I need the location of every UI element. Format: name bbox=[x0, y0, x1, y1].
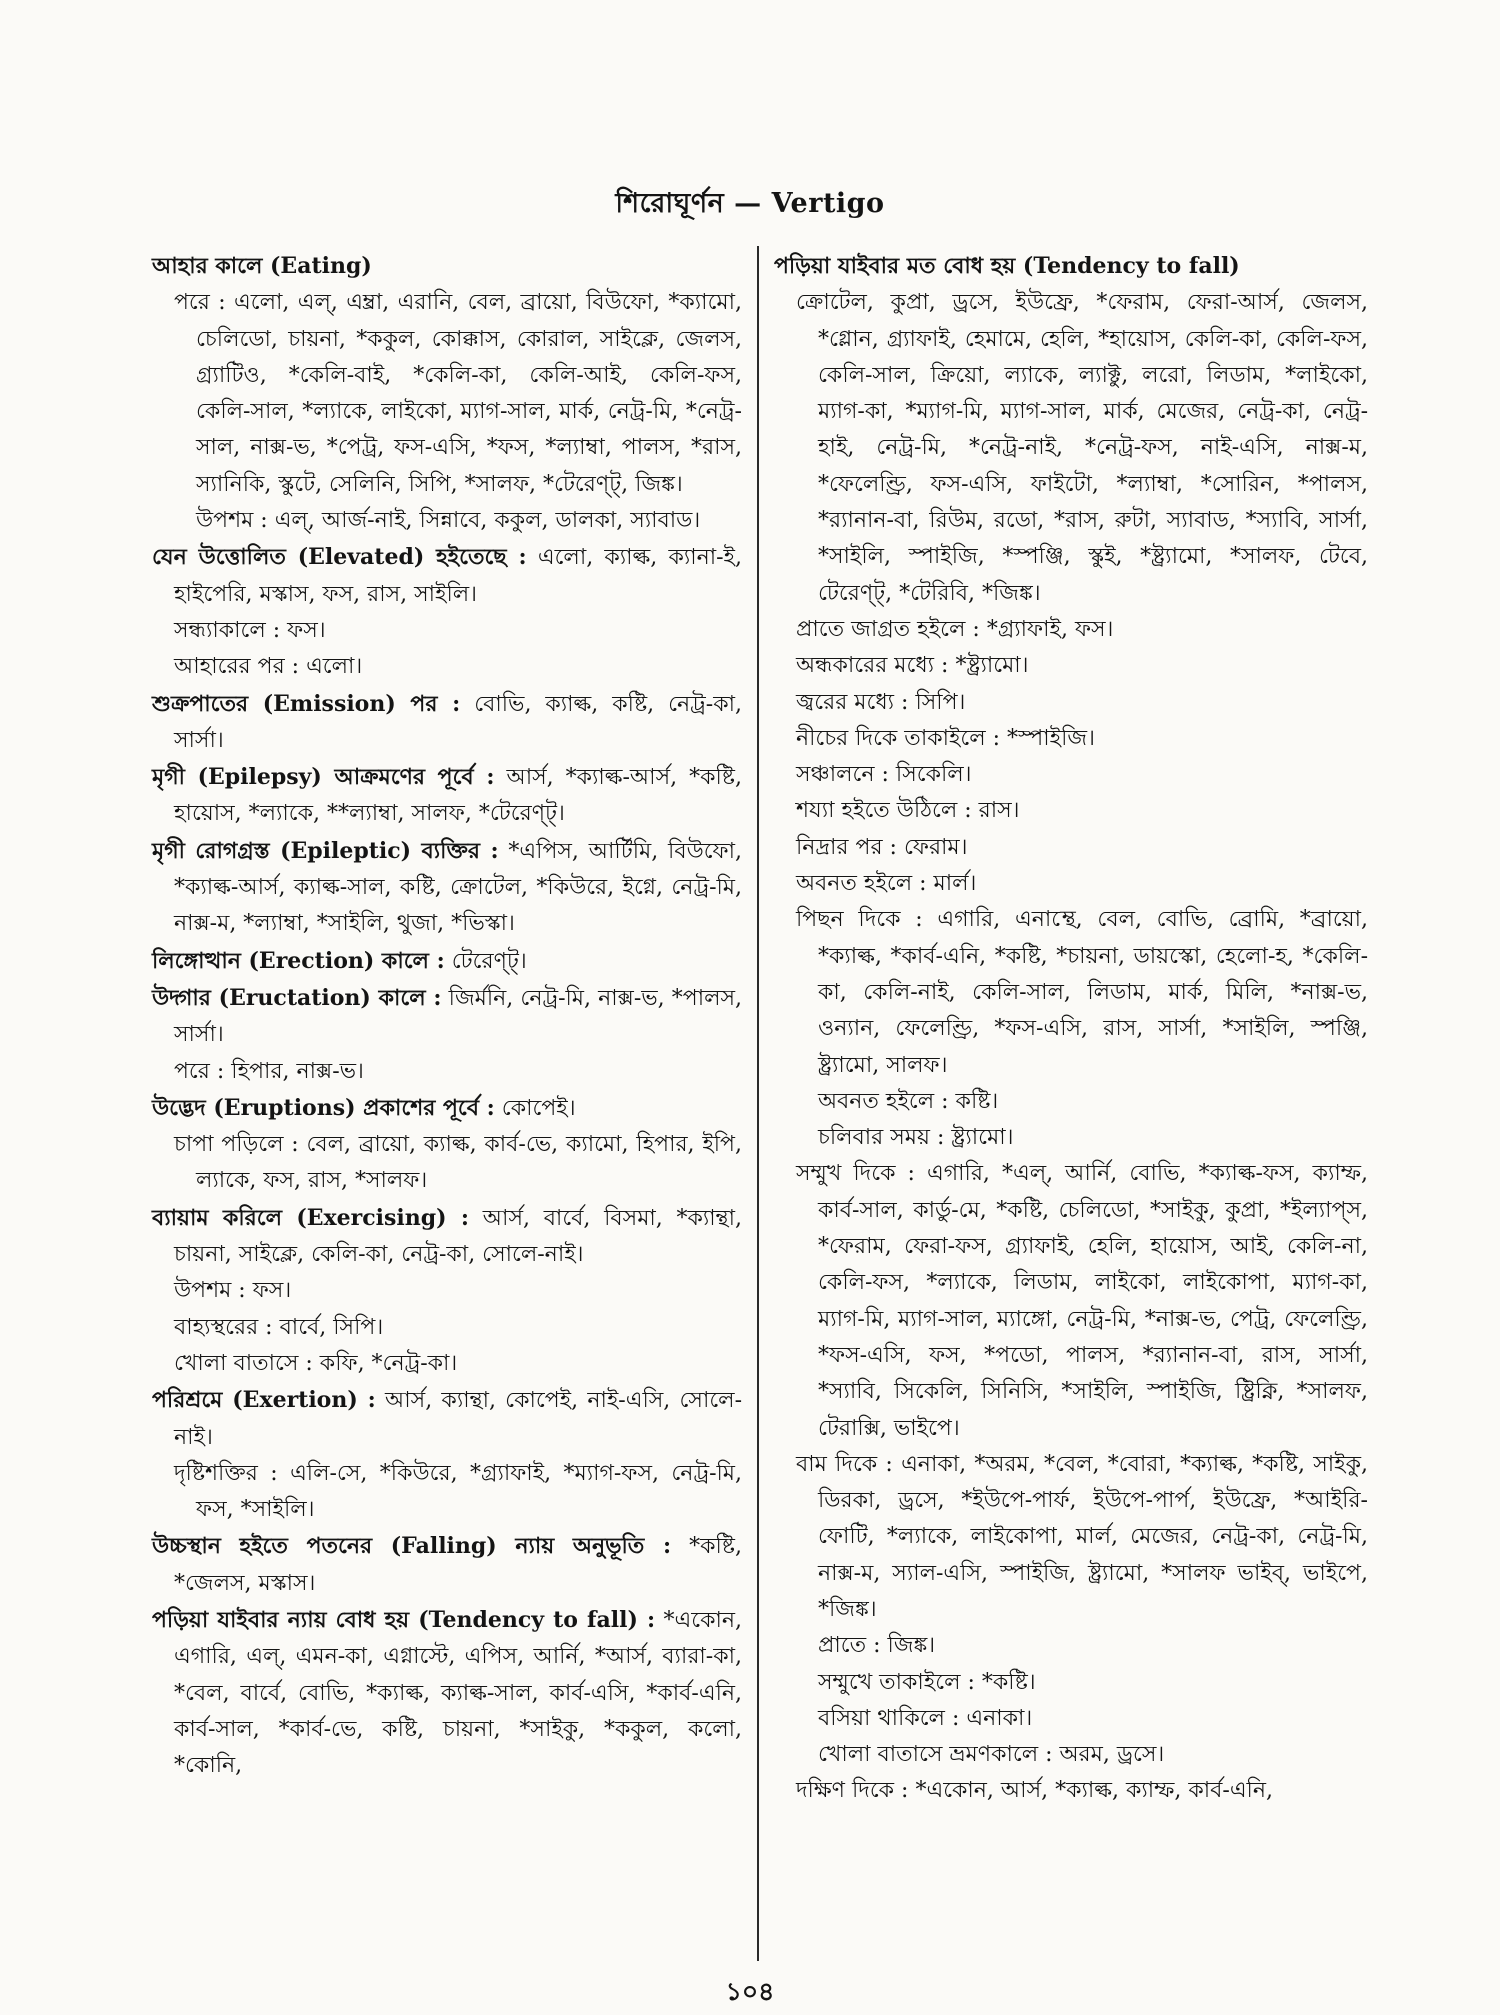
entry-remedies: নীচের দিকে তাকাইলে : *স্পাইজি। bbox=[796, 725, 1095, 751]
index-entry bbox=[774, 721, 1368, 757]
index-entry bbox=[152, 285, 742, 503]
entry-remedies: ক্রোটেল, কুপ্রা, ড্রসে, ইউফ্রে, *ফেরাম, ফেরা-আর্স, জেলস, *গ্লোন, গ্র্যাফাই, হেমামে, হেলি, *হায়োস, কেলি-কা, কেলি-ফস, কেলি-সাল, ক্রিয়ো, ল্যাকে, ল্যাক্টু, লরো, লিডাম, *লাইকো, ম্যাগ-কা, *ম্যাগ-মি, ম্যাগ-সাল, মার্ক, মেজের, নেট্র-কা, নেট্র-হাই, নেট্র-মি, *নেট্র-নাই, *নেট্র-ফস, নাই-এসি, নাক্স-ম, *ফেলেণ্ড্রি, ফস-এসি, ফাইটো, *ল্যাম্বা, *সোরিন, *পালস, *র‍্যানান-বা, রিউম, রডো, *রাস, রুটা, স্যাবাড, *স্যাবি, সার্সা, *সাইলি, স্পাইজি, *স্পঞ্জি, স্কুই, *ষ্ট্র্যামো, *সালফ, টেবে, টেরেণ্ট্‌, *টেরিবি, *জিঙ্ক। bbox=[796, 290, 1368, 606]
entry-heading: শুক্রপাতের (Emission) পর : bbox=[152, 690, 461, 717]
index-entry bbox=[152, 1200, 742, 1274]
entry-heading: আহার কালে (Eating) bbox=[152, 253, 372, 279]
index-entry bbox=[152, 833, 742, 943]
index-entry bbox=[774, 902, 1368, 1083]
entry-heading: ব্যায়াম করিলে (Exercising) : bbox=[152, 1204, 470, 1231]
entry-remedies: সন্ধ্যাকালে : ফস। bbox=[174, 617, 326, 643]
index-entry bbox=[774, 685, 1368, 721]
index-entry bbox=[774, 1701, 1368, 1737]
index-entry bbox=[152, 248, 742, 285]
entry-remedies: প্রাতে : জিঙ্ক। bbox=[818, 1633, 936, 1659]
page-number: ১০৪ bbox=[725, 1977, 775, 2006]
entry-remedies: আহারের পর : এলো। bbox=[174, 654, 363, 680]
index-entry bbox=[152, 1602, 742, 1784]
index-entry bbox=[774, 248, 1368, 285]
index-entry bbox=[774, 757, 1368, 793]
index-entry bbox=[774, 612, 1368, 648]
entry-remedies: বসিয়া থাকিলে : এনাকা। bbox=[818, 1705, 1033, 1731]
entry-remedies: এলো, ক্যাল্ক, ক্যানা-ই, হাইপেরি, মস্কাস, ফস, রাস, সাইলি। bbox=[174, 545, 742, 607]
entry-remedies: অবনত হইলে : কষ্টি। bbox=[818, 1088, 999, 1114]
index-entry bbox=[152, 1273, 742, 1309]
entry-remedies: *একোন, এগারি, এল্‌, এমন-কা, এগ্নাস্টে, এপিস, আর্নি, *আর্স, ব্যারা-কা, *বেল, বার্বে, বোভি, *ক্যাল্ক, ক্যাল্ক-সাল, কার্ব-এসি, *কার্ব-এনি, কার্ব-সাল, *কার্ব-ভে, কষ্টি, চায়না, *সাইকু, *ককুল, কলো, *কোনি, bbox=[174, 1607, 742, 1779]
entry-heading: উদ্গার (Eructation) কালে : bbox=[152, 984, 442, 1011]
entry-remedies: প্রাতে জাগ্রত হইলে : *গ্র্যাফাই, ফস। bbox=[796, 616, 1114, 642]
entry-heading: যেন উত্তোলিত (Elevated) হইতেছে : bbox=[152, 544, 527, 571]
entry-remedies: কোপেই। bbox=[501, 1095, 576, 1121]
entry-heading: পরিশ্রমে (Exertion) : bbox=[152, 1387, 376, 1414]
entry-heading: উচ্চস্থান হইতে পতনের (Falling) ন্যায় অনুভূতি : bbox=[152, 1533, 672, 1560]
entry-remedies: অবনত হইলে : মার্ল। bbox=[796, 871, 977, 897]
index-entry bbox=[774, 830, 1368, 866]
entry-heading: পড়িয়া যাইবার মত বোধ হয় (Tendency to fall) bbox=[774, 253, 1240, 279]
entry-remedies: জ্বরের মধ্যে : সিপি। bbox=[796, 689, 966, 715]
entry-heading: উদ্ভেদ (Eruptions) প্রকাশের পূর্বে : bbox=[152, 1094, 495, 1121]
entry-heading: মৃগী (Epilepsy) আক্রমণের পূর্বে : bbox=[152, 764, 495, 791]
left-column bbox=[152, 248, 742, 1784]
index-entry bbox=[152, 1127, 742, 1200]
entry-heading: মৃগী রোগগ্রস্ত (Epileptic) ব্যক্তির : bbox=[152, 837, 499, 864]
entry-remedies: পিছন দিকে : এগারি, এনাম্থে, বেল, বোভি, ব্রোমি, *ব্রায়ো, *ক্যাল্ক, *কার্ব-এনি, *কষ্টি, *চায়না, ডায়স্কো, হেলো-হ, *কেলি-কা, কেলি-নাই, কেলি-সাল, লিডাম, মার্ক, মিলি, *নাক্স-ভ, ওন্যান, ফেলেণ্ড্রি, *ফস-এসি, রাস, সার্সা, *সাইলি, স্পঞ্জি, ষ্ট্র্যামো, সালফ। bbox=[796, 907, 1368, 1078]
entry-remedies: চলিবার সময় : ষ্ট্র্যামো। bbox=[818, 1125, 1014, 1151]
index-entry bbox=[774, 1084, 1368, 1120]
index-entry bbox=[152, 539, 742, 613]
entry-remedies: চাপা পড়িলে : বেল, ব্রায়ো, ক্যাল্ক, কার্ব-ভে, ক্যামো, হিপার, ইপি, ল্যাকে, ফস, রাস, *সালফ। bbox=[174, 1132, 742, 1194]
entry-remedies: সম্মুখ দিকে : এগারি, *এল্‌, আর্নি, বোভি, *ক্যাল্ক-ফস, ক্যাম্ফ, কার্ব-সাল, কার্ডু-মে, *কষ্টি, চেলিডো, *সাইকু, কুপ্রা, *ইল্যাপ্‌স, *ফেরাম, ফেরা-ফস, গ্র্যাফাই, হেলি, হায়োস, আই, কেলি-না, কেলি-ফস, *ল্যাকে, লিডাম, লাইকো, লাইকোপা, ম্যাগ-কা, ম্যাগ-মি, ম্যাগ-সাল, ম্যাঙ্গো, নেট্র-মি, *নাক্স-ভ, পেট্র, ফেলেণ্ড্রি, *ফস-এসি, ফস, *পডো, পালস, *র‍্যানান-বা, রাস, সার্সা, *স্যাবি, সিকেলি, সিনিসি, *সাইলি, স্পাইজি, ষ্ট্রিক্নি, *সালফ, টেরাক্সি, ভাইপে। bbox=[796, 1161, 1368, 1441]
index-entry bbox=[774, 1773, 1368, 1809]
index-entry bbox=[152, 1456, 742, 1529]
entry-remedies: উপশম : এল্‌, আর্জ-নাই, সিন্নাবে, ককুল, ডালকা, স্যাবাড। bbox=[196, 508, 701, 534]
index-entry bbox=[152, 1346, 742, 1382]
column-divider bbox=[757, 246, 759, 1961]
index-entry bbox=[152, 1528, 742, 1602]
index-entry bbox=[774, 1665, 1368, 1701]
entry-remedies: উপশম : ফস। bbox=[174, 1278, 292, 1304]
index-entry bbox=[774, 1628, 1368, 1664]
entry-heading: লিঙ্গোত্থান (Erection) কালে : bbox=[152, 947, 445, 974]
entry-remedies: খোলা বাতাসে : কফি, *নেট্র-কা। bbox=[174, 1350, 458, 1376]
entry-remedies: *এপিস, আর্টিমি, বিউফো, *ক্যাল্ক-আর্স, ক্যাল্ক-সাল, কষ্টি, ক্রোটেল, *কিউরে, ইগ্নে, নেট্র-মি, নাক্স-ম, *ল্যাম্বা, *সাইলি, থুজা, *ভিস্কা। bbox=[174, 838, 743, 937]
index-entry bbox=[152, 759, 742, 833]
index-entry bbox=[774, 1447, 1368, 1628]
entry-remedies: পরে : এলো, এল্‌, এম্ব্রা, এরানি, বেল, ব্রায়ো, বিউফো, *ক্যামো, চেলিডো, চায়না, *ককুল, কোক্কাস, কোরাল, সাইক্লে, জেলস, গ্র্যাটিও, *কেলি-বাই, *কেলি-কা, কেলি-আই, কেলি-ফস, কেলি-সাল, *ল্যাকে, লাইকো, ম্যাগ-সাল, মার্ক, নেট্র-মি, *নেট্র-সাল, নাক্স-ভ, *পেট্র, ফস-এসি, *ফস, *ল্যাম্বা, পালস, *রাস, স্যানিকি, স্কুটে, সেলিনি, সিপি, *সালফ, *টেরেণ্ট্‌, জিঙ্ক। bbox=[174, 290, 742, 497]
entry-remedies: জির্মনি, নেট্র-মি, নাক্স-ভ, *পালস, সার্সা। bbox=[174, 985, 742, 1048]
index-entry bbox=[152, 1310, 742, 1346]
entry-remedies: *কষ্টি, *জেলস, মস্কাস। bbox=[174, 1534, 742, 1596]
entry-remedies: নিদ্রার পর : ফেরাম। bbox=[796, 834, 968, 860]
index-entry bbox=[152, 649, 742, 685]
entry-remedies: টেরেণ্ট্‌। bbox=[451, 948, 527, 974]
index-entry bbox=[152, 1382, 742, 1456]
entry-remedies: খোলা বাতাসে ভ্রমণকালে : অরম, ড্রসে। bbox=[818, 1742, 1165, 1768]
entry-remedies: শয্যা হইতে উঠিলে : রাস। bbox=[796, 798, 1020, 824]
entry-remedies: অন্ধকারের মধ্যে : *ষ্ট্র্যামো। bbox=[796, 653, 1029, 679]
entry-remedies: আর্স, *ক্যাল্ক-আর্স, *কষ্টি, হায়োস, *ল্যাকে, **ল্যাম্বা, সালফ, *টেরেণ্ট্‌। bbox=[174, 765, 742, 827]
index-entry bbox=[152, 686, 742, 760]
index-entry bbox=[152, 503, 742, 539]
entry-remedies: আর্স, ক্যান্থা, কোপেই, নাই-এসি, সোলে-নাই। bbox=[174, 1388, 743, 1450]
page-title: শিরোঘূর্ণন — Vertigo bbox=[615, 188, 885, 219]
entry-remedies: পরে : হিপার, নাক্স-ভ। bbox=[174, 1058, 364, 1084]
entry-remedies: বোভি, ক্যাল্ক, কষ্টি, নেট্র-কা, সার্সা। bbox=[174, 691, 742, 753]
entry-remedies: দক্ষিণ দিকে : *একোন, আর্স, *ক্যাল্ক, ক্যাম্ফ, কার্ব-এনি, bbox=[796, 1778, 1273, 1804]
index-entry bbox=[774, 1737, 1368, 1773]
entry-remedies: দৃষ্টিশক্তির : এলি-সে, *কিউরে, *গ্র্যাফাই, *ম্যাগ-ফস, নেট্র-মি, ফস, *সাইলি। bbox=[174, 1460, 742, 1523]
entry-heading: পড়িয়া যাইবার ন্যায় বোধ হয় (Tendency to fall) : bbox=[152, 1606, 656, 1633]
index-entry bbox=[774, 866, 1368, 902]
index-entry bbox=[152, 943, 742, 980]
index-entry bbox=[774, 648, 1368, 684]
index-entry bbox=[152, 613, 742, 649]
index-entry bbox=[774, 793, 1368, 829]
entry-remedies: সঞ্চালনে : সিকেলি। bbox=[796, 762, 972, 788]
entry-remedies: বাহ্যস্থরের : বার্বে, সিপি। bbox=[174, 1314, 384, 1340]
entry-remedies: সম্মুখে তাকাইলে : *কষ্টি। bbox=[818, 1669, 1036, 1695]
index-entry bbox=[152, 1054, 742, 1090]
index-entry bbox=[152, 980, 742, 1054]
right-column bbox=[774, 248, 1368, 1810]
entry-remedies: বাম দিকে : এনাকা, *অরম, *বেল, *বোরা, *ক্যাল্ক, *কষ্টি, সাইকু, ডিরকা, ড্রসে, *ইউপে-পার্ফ, ইউপে-পার্প, ইউফ্রে, *আইরি-ফোটি, *ল্যাকে, লাইকোপা, মার্ল, মেজের, নেট্র-কা, নেট্র-মি, নাক্স-ম, স্যাল-এসি, স্পাইজি, ষ্ট্র্যামো, *সালফ ভাইব্‌, ভাইপে, *জিঙ্ক। bbox=[796, 1451, 1368, 1622]
index-entry bbox=[774, 285, 1368, 612]
index-entry bbox=[774, 1156, 1368, 1446]
index-entry bbox=[774, 1120, 1368, 1156]
index-entry bbox=[152, 1090, 742, 1127]
entry-remedies: আর্স, বার্বে, বিসমা, *ক্যান্থা, চায়না, সাইক্লে, কেলি-কা, নেট্র-কা, সোলে-নাই। bbox=[174, 1205, 743, 1268]
